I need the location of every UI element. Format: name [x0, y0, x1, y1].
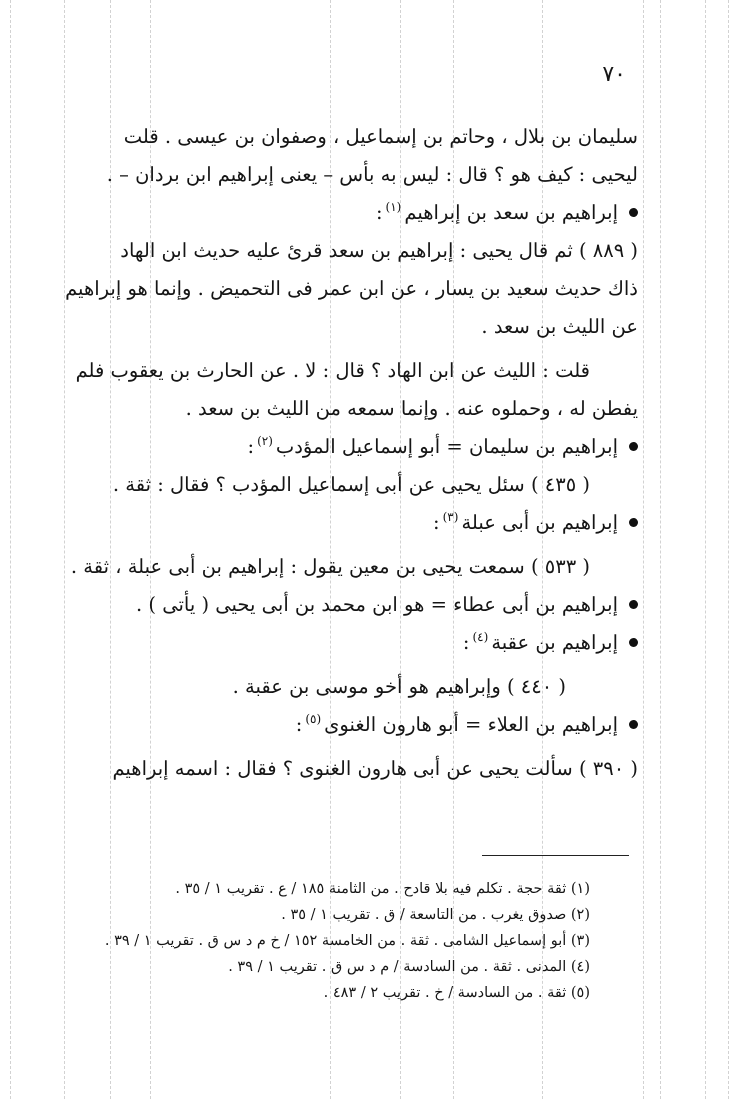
- text-line: عن الليث بن سعد .: [481, 315, 638, 338]
- scan-guide-line: [660, 0, 661, 1099]
- footnote-ref: (٤): [472, 630, 489, 644]
- bullet-icon: [629, 638, 638, 647]
- entry-heading: [68, 504, 638, 542]
- entry-heading-label: إبراهيم بن سليمان = أبو إسماعيل المؤدب: [275, 435, 618, 458]
- footnote: (٤) المدنى . ثقة . من السادسة / م د س ق . تقريب ١ / ٣٩ .: [228, 959, 590, 975]
- text-line: ( ٤٤٠ ) وإبراهيم هو أخو موسى بن عقبة .: [232, 675, 566, 698]
- text-line: قلت : الليث عن ابن الهاد ؟ قال : لا . عن الحارث بن يعقوب فلم: [75, 359, 590, 382]
- footnote-ref: (٢): [257, 434, 273, 448]
- text-line: ليحيى : كيف هو ؟ قال : ليس به بأس – يعنى إبراهيم ابن بردان – .: [106, 163, 638, 186]
- scan-guide-line: [728, 0, 729, 1099]
- text-line: سليمان بن بلال ، وحاتم بن إسماعيل ، وصفوان بن عيسى . قلت: [123, 125, 638, 148]
- footnotes: [104, 876, 590, 1006]
- bullet-icon: [629, 600, 638, 609]
- entry-heading: [68, 624, 638, 662]
- entry-heading-label: إبراهيم بن العلاء = أبو هارون الغنوى: [324, 713, 618, 736]
- bullet-icon: [629, 442, 638, 451]
- colon: :: [433, 511, 440, 534]
- footnote-divider: [482, 855, 629, 856]
- entry-heading: [68, 428, 638, 466]
- footnote: (٣) أبو إسماعيل الشامى . ثقة . من الخامسة ١٥٢ / خ م د س ق . تقريب ١ / ٣٩ .: [104, 933, 590, 949]
- scan-guide-line: [10, 0, 11, 1099]
- entry-heading-label: إبراهيم بن سعد بن إبراهيم: [404, 201, 618, 224]
- scan-guide-line: [705, 0, 706, 1099]
- page-number: ٧٠: [602, 62, 626, 87]
- colon: :: [247, 435, 255, 458]
- entry-heading-label: إبراهيم بن عقبة: [491, 631, 618, 654]
- colon: :: [462, 631, 470, 654]
- bullet-icon: [629, 518, 638, 527]
- text-line: ( ٣٩٠ ) سألت يحيى عن أبى هارون الغنوى ؟ فقال : اسمه إبراهيم: [112, 757, 638, 780]
- text-line: ( ٨٨٩ ) ثم قال يحيى : إبراهيم بن سعد قرئ عليه حديث ابن الهاد: [120, 239, 638, 262]
- colon: :: [295, 713, 303, 736]
- scan-guide-line: [643, 0, 644, 1099]
- bullet-icon: [629, 208, 638, 217]
- colon: :: [375, 201, 383, 224]
- entry-heading: [68, 706, 638, 744]
- text-line: يفطن له ، وحملوه عنه . وإنما سمعه من الليث بن سعد .: [185, 397, 638, 420]
- footnote-ref: (٣): [442, 510, 459, 524]
- bullet-icon: [629, 720, 638, 729]
- entry-heading: [68, 194, 638, 232]
- entry-heading-label: إبراهيم بن أبى عبلة: [461, 511, 618, 534]
- body-text: [65, 118, 638, 788]
- text-line: ذاك حديث سعيد بن يسار ، عن ابن عمر فى التحميض . وإنما هو إبراهيم: [65, 277, 638, 300]
- entry-heading: [68, 586, 638, 624]
- footnote-ref: (٥): [305, 712, 322, 726]
- entry-heading-label: إبراهيم بن أبى عطاء = هو ابن محمد بن أبى يحيى ( يأتى ) .: [136, 593, 618, 616]
- footnote: (٢) صدوق يغرب . من التاسعة / ق . تقريب ١ / ٣٥ .: [281, 907, 590, 923]
- footnote: (١) ثقة حجة . تكلم فيه بلا قادح . من الثامنة ١٨٥ / ع . تقريب ١ / ٣٥ .: [175, 881, 590, 897]
- scan-guide-line: [64, 0, 65, 1099]
- text-line: ( ٤٣٥ ) سئل يحيى عن أبى إسماعيل المؤدب ؟ فقال : ثقة .: [112, 473, 590, 496]
- footnote-ref: (١): [385, 200, 402, 214]
- footnote: (٥) ثقة . من السادسة / خ . تقريب ٢ / ٤٨٣ .: [323, 985, 590, 1001]
- text-line: ( ٥٣٣ ) سمعت يحيى بن معين يقول : إبراهيم بن أبى عبلة ، ثقة .: [70, 555, 590, 578]
